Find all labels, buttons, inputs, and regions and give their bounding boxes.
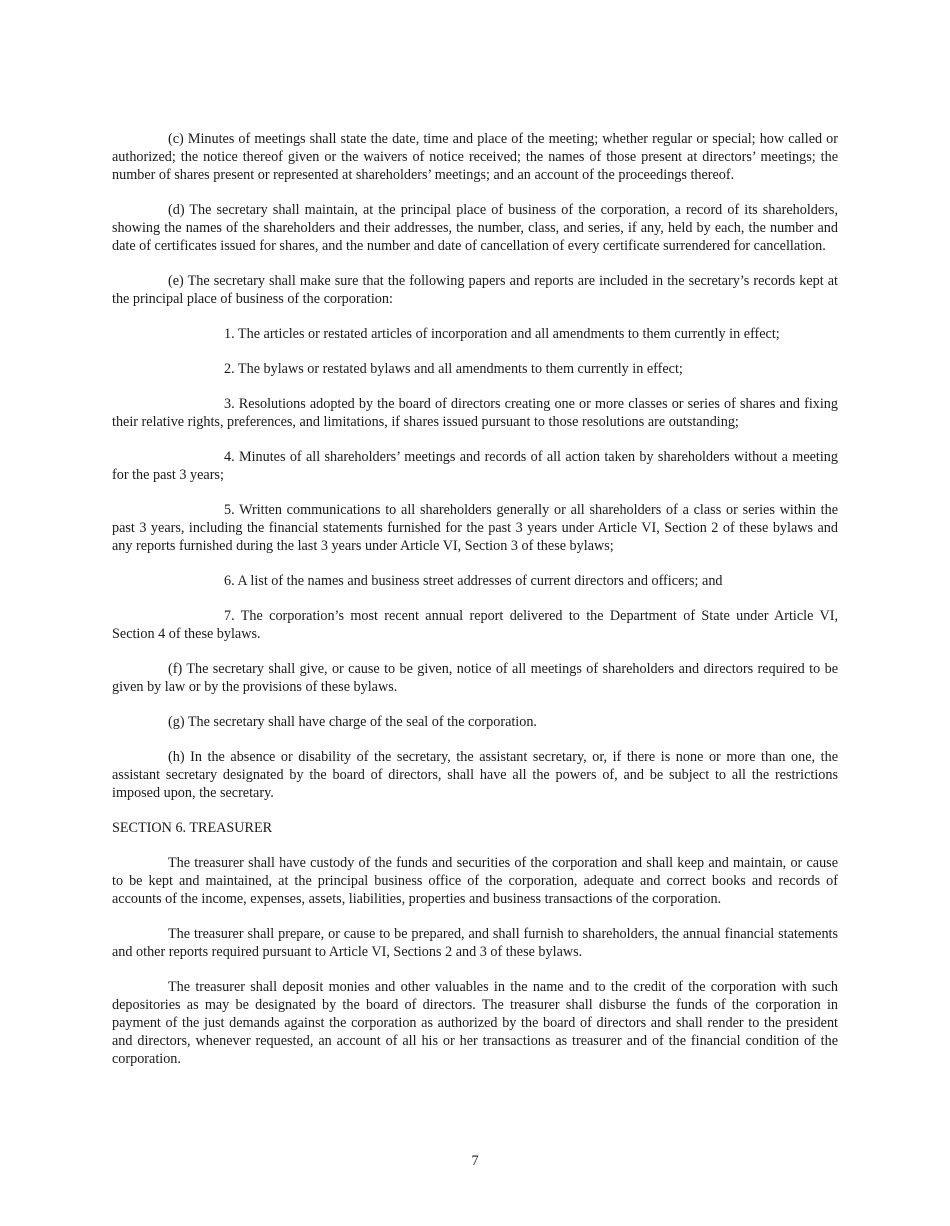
paragraph-treasurer-custody: The treasurer shall have custody of the funds and securities of the corporation and shall keep and maintain, or cause to be kept and maintained, at the principal business office of the corporation, adequate and correct books and records of accounts of the income, expenses, assets, liabilities, properties and business transactions of the corporation. bbox=[112, 855, 838, 907]
list-item-5-communications: 5. Written communications to all shareholders generally or all shareholders of a class or series within the past 3 years, including the financial statements furnished for the past 3 years under Article VI, Section 2 of these bylaws and any reports furnished during the last 3 years under Article VI, Section 3 of these bylaws; bbox=[112, 502, 838, 554]
paragraph-c-minutes: (c) Minutes of meetings shall state the date, time and place of the meeting; whether regular or special; how called or authorized; the notice thereof given or the waivers of notice received; the names of those present at directors’ meetings; the number of shares present or represented at shareholders’ meetings; and an account of the proceedings thereof. bbox=[112, 131, 838, 183]
page-number: 7 bbox=[471, 1153, 479, 1169]
paragraph-treasurer-deposits: The treasurer shall deposit monies and other valuables in the name and to the credit of the corporation with such depositories as may be designated by the board of directors. The treasurer shall disburse the funds of the corporation in payment of the just demands against the corporation as authorized by the board of directors and shall render to the president and directors, whenever requested, an account of all his or her transactions as treasurer and of the financial condition of the corporation. bbox=[112, 979, 838, 1067]
list-item-7-annual-report: 7. The corporation’s most recent annual report delivered to the Department of State under Article VI, Section 4 of these bylaws. bbox=[112, 608, 838, 642]
paragraph-g-seal: (g) The secretary shall have charge of the seal of the corporation. bbox=[168, 714, 537, 730]
list-item-4-minutes: 4. Minutes of all shareholders’ meetings and records of all action taken by shareholders without a meeting for the past 3 years; bbox=[112, 449, 838, 483]
list-item-6-directors-officers: 6. A list of the names and business street addresses of current directors and officers; and bbox=[224, 573, 723, 589]
paragraph-d-shareholder-record: (d) The secretary shall maintain, at the principal place of business of the corporation, a record of its shareholders, showing the names of the shareholders and their addresses, the number, class, and series, if any, held by each, the number and date of certificates issued for shares, and the number and date of cancellation of every certificate surrendered for cancellation. bbox=[112, 202, 838, 254]
paragraph-treasurer-statements: The treasurer shall prepare, or cause to be prepared, and shall furnish to shareholders, the annual financial statements and other reports required pursuant to Article VI, Sections 2 and 3 of these bylaws. bbox=[112, 926, 838, 960]
paragraph-h-absence: (h) In the absence or disability of the secretary, the assistant secretary, or, if there is none or more than one, the assistant secretary designated by the board of directors, shall have all the powers of, and be subject to all the restrictions imposed upon, the secretary. bbox=[112, 749, 838, 801]
paragraph-f-notice: (f) The secretary shall give, or cause to be given, notice of all meetings of shareholders and directors required to be given by law or by the provisions of these bylaws. bbox=[112, 661, 838, 695]
list-item-3-resolutions: 3. Resolutions adopted by the board of directors creating one or more classes or series of shares and fixing their relative rights, preferences, and limitations, if shares issued pursuant to those resolutions are outstanding; bbox=[112, 396, 838, 430]
section-6-heading: SECTION 6. TREASURER bbox=[112, 820, 273, 836]
paragraph-e-papers-reports: (e) The secretary shall make sure that the following papers and reports are included in the secretary’s records kept at the principal place of business of the corporation: bbox=[112, 273, 838, 307]
list-item-2-bylaws: 2. The bylaws or restated bylaws and all amendments to them currently in effect; bbox=[224, 361, 683, 377]
document-page-body bbox=[112, 130, 838, 1085]
list-item-1-articles: 1. The articles or restated articles of incorporation and all amendments to them currently in effect; bbox=[224, 326, 780, 342]
